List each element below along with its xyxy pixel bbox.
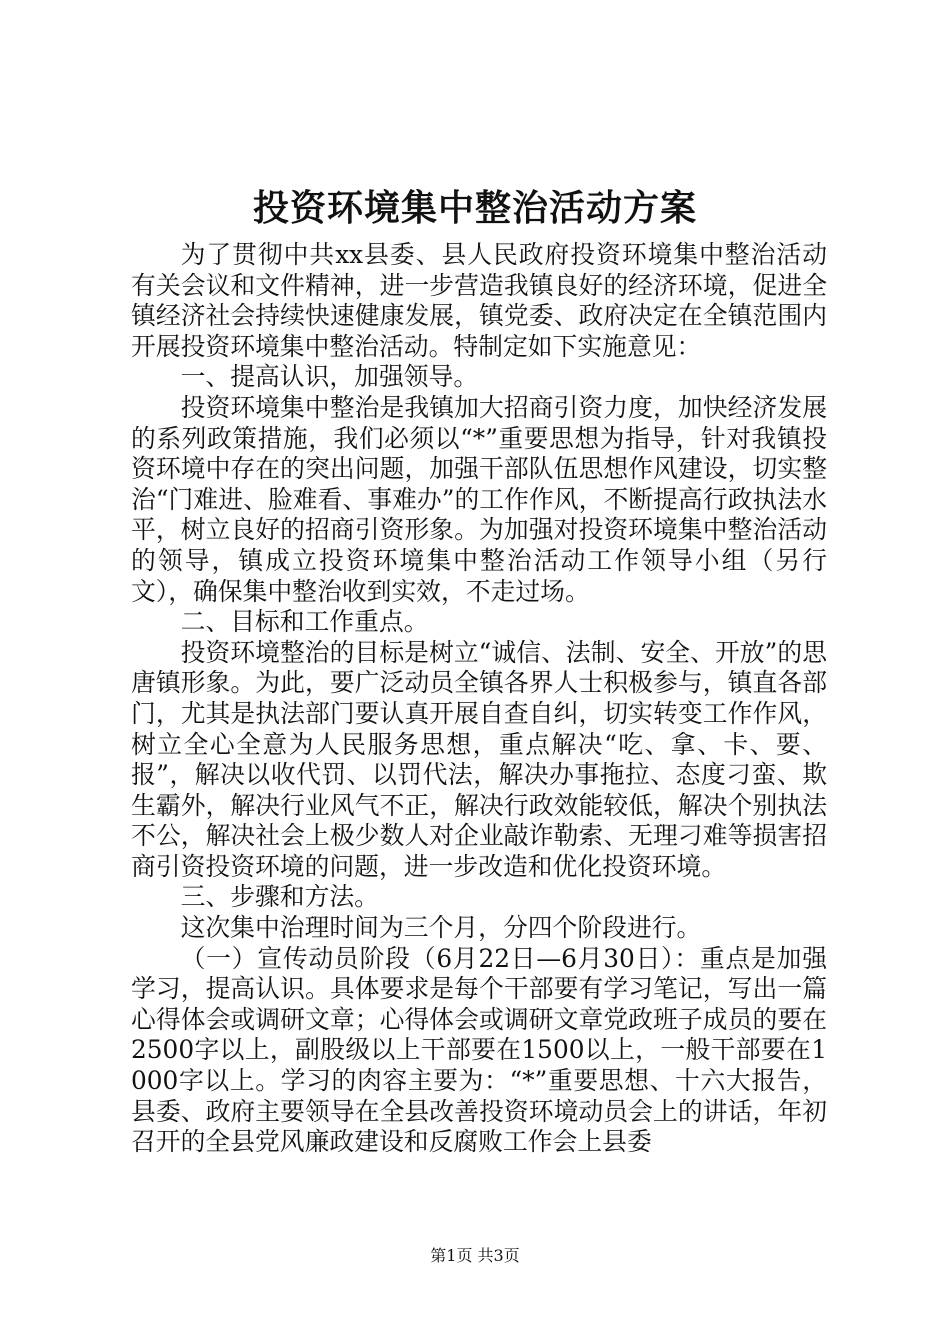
page-number-footer: 第1页 共3页 bbox=[430, 1246, 520, 1265]
paragraph-section-2: 投资环境整治的目标是树立“诚信、法制、安全、开放”的思唐镇形象。为此，要广泛动员全镇各界人士积极参与，镇直各部门，尤其是执法部门要认真开展自查自纠，切实转变工作作风，树立全心全意为人民服务思想，重点解决“吃、拿、卡、要、报”，解决以收代罚、以罚代法，解决办事拖拉、态度刁蛮、欺生霸外，解决行业风气不正，解决行政效能较低，解决个别执法不公，解决社会上极少数人对企业敲诈勒索、无理刁难等损害招商引资投资环境的问题，进一步改造和优化投资环境。 bbox=[131, 637, 827, 881]
paragraph-section-3: 这次集中治理时间为三个月，分四个阶段进行。 bbox=[180, 913, 702, 943]
paragraph-section-1: 投资环境集中整治是我镇加大招商引资力度，加快经济发展的系列政策措施，我们必须以“*”重要思想为指导，针对我镇投资环境中存在的突出问题，加强干部队伍思想作风建设，切实整治“门难进、脸难看、事难办”的工作作风，不断提高行政执法水平，树立良好的招商引资形象。为加强对投资环境集中整治活动的领导，镇成立投资环境集中整治活动工作领导小组（另行文），确保集中整治收到实效，不走过场。 bbox=[131, 392, 827, 606]
paragraph-intro: 为了贯彻中共xx县委、县人民政府投资环境集中整治活动有关会议和文件精神，进一步营造我镇良好的经济环境，促进全镇经济社会持续快速健康发展，镇党委、政府决定在全镇范围内开展投资环境集中整治活动。特制定如下实施意见： bbox=[131, 240, 827, 361]
document-title: 投资环境集中整治活动方案 bbox=[252, 187, 697, 229]
section-heading-2: 二、目标和工作重点。 bbox=[180, 607, 429, 637]
section-heading-1: 一、提高认识，加强领导。 bbox=[180, 362, 479, 392]
paragraph-stage-1: （一）宣传动员阶段（6月22日—6月30日）：重点是加强学习，提高认识。具体要求是每个干部要有学习笔记，写出一篇心得体会或调研文章；心得体会或调研文章党政班子成员的要在2500字以上，副股级以上干部要在1500以上，一般干部要在1000字以上。学习的肉容主要为：“*”重要思想、十六大报告，县委、政府主要领导在全县改善投资环境动员会上的讲话，年初召开的全县党风廉政建设和反腐败工作会上县委 bbox=[131, 943, 827, 1157]
document-body bbox=[131, 240, 827, 1158]
section-heading-3: 三、步骤和方法。 bbox=[180, 882, 379, 912]
